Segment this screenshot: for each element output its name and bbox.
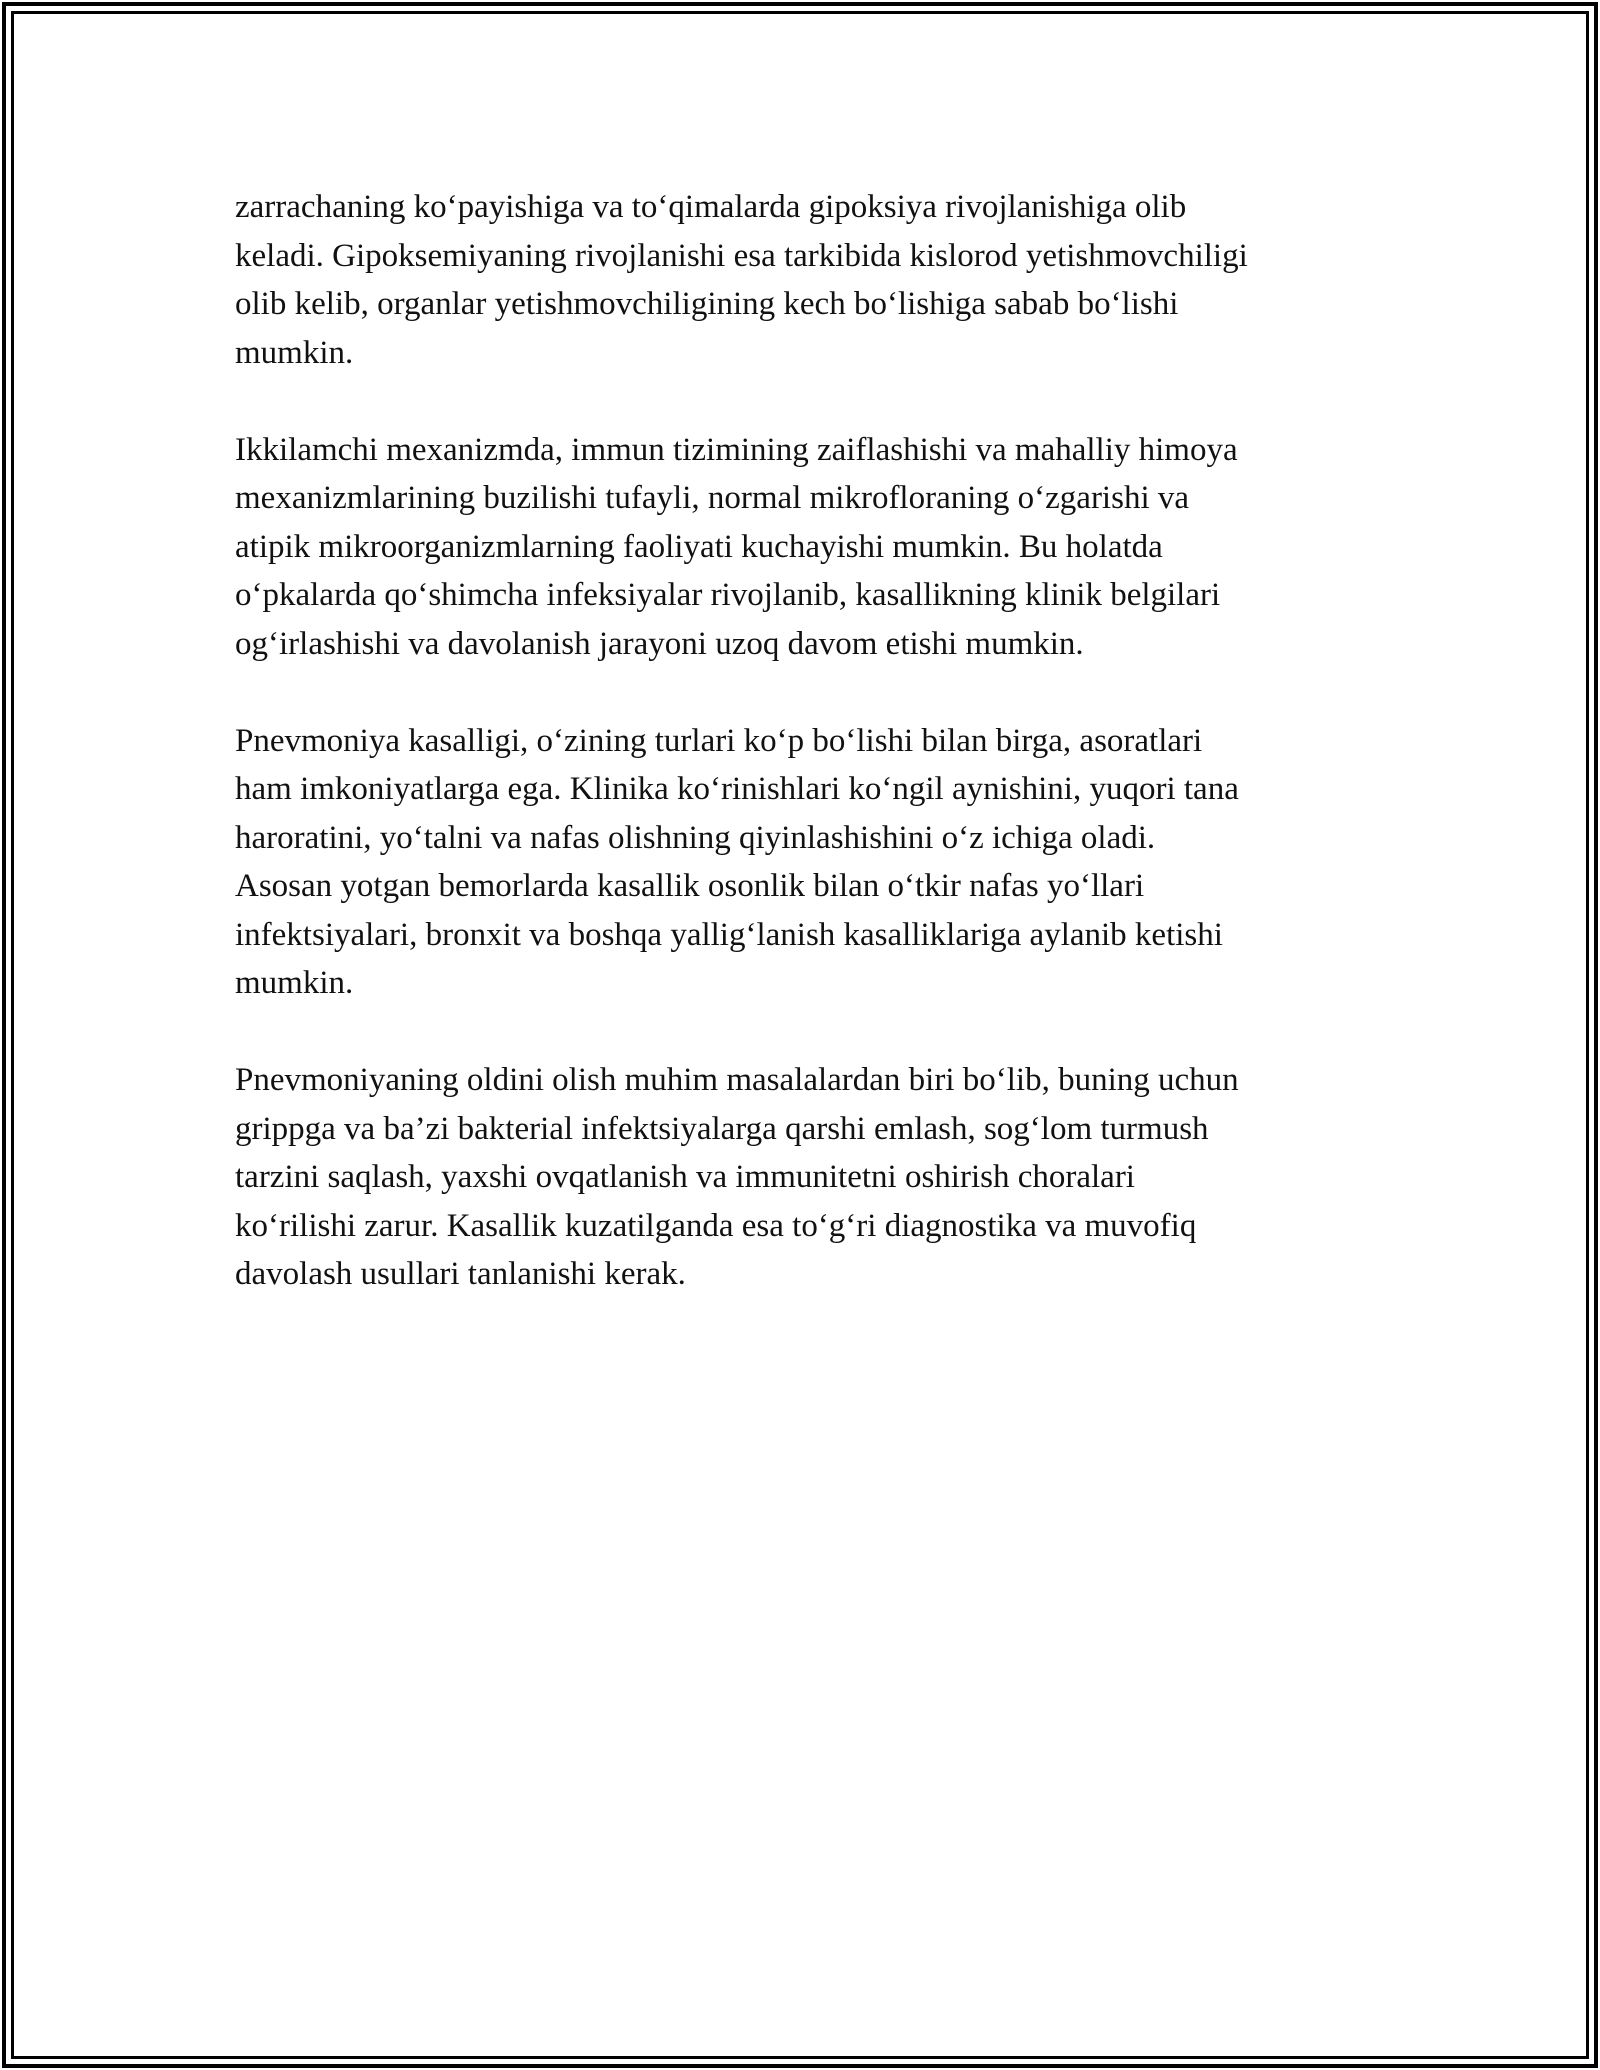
paragraph-2: Ikkilamchi mexanizmda, immun tizimining zaiflashishi va mahalliy himoya mexanizmlarining buzilishi tufayli, normal mikrofloraning o‘zgarishi va atipik mikroorganizmlarning faoliyati kuchayishi mumkin. Bu holatda o‘pkalarda qo‘shimcha infeksiyalar rivojlanib, kasallikning klinik belgilari og‘irlashishi va davolanish jarayoni uzoq davom etishi mumkin. bbox=[235, 431, 1238, 662]
paragraph-1: zarrachaning ko‘payishiga va to‘qimalarda gipoksiya rivojlanishiga olib keladi. Gipoksemiyaning rivojlanishi esa tarkibida kislorod yetishmovchiligi olib kelib, organlar yetishmovchiligining kech bo‘lishiga sabab bo‘lishi mumkin. bbox=[235, 189, 1248, 371]
document-body bbox=[235, 183, 1365, 1347]
paragraph-3: Pnevmoniya kasalligi, o‘zining turlari ko‘p bo‘lishi bilan birga, asoratlari ham imkoniyatlarga ega. Klinika ko‘rinishlari ko‘ngil aynishini, yuqori tana haroratini, yo‘talni va nafas olishning qiyinlashishini o‘z ichiga oladi. Asosan yotgan bemorlarda kasallik osonlik bilan o‘tkir nafas yo‘llari infektsiyalari, bronxit va boshqa yallig‘lanish kasalliklariga aylanib ketishi mumkin. bbox=[235, 722, 1239, 1001]
paragraph-4: Pnevmoniyaning oldini olish muhim masalalardan biri bo‘lib, buning uchun grippga va ba’zi bakterial infektsiyalarga qarshi emlash, sog‘lom turmush tarzini saqlash, yaxshi ovqatlanish va immunitetni oshirish choralari ko‘rilishi zarur. Kasallik kuzatilganda esa to‘g‘ri diagnostika va muvofiq davolash usullari tanlanishi kerak. bbox=[235, 1062, 1239, 1292]
